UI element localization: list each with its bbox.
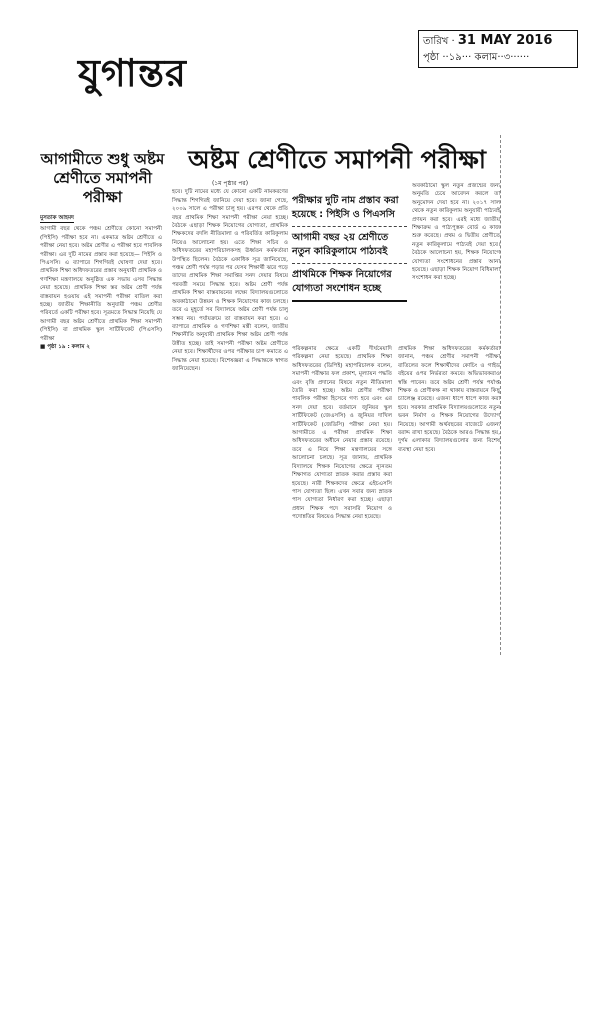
column-text: হবে। দুটি নামের মধ্যে যে কোনো একটি নামকরণের সিদ্ধান্ত শিগগিরই জানিয়ে দেয়া হবে। জানা গেছে, ২০০৯ সালে এ পরীক্ষা চালু হয়। এরপর থেকে প্রতি বছর প্রাথমিক শিক্ষা সমাপনী পরীক্ষা নেয়া হচ্ছে। বৈঠকে এছাড়া শিক্ষক নিয়োগের যোগ্যতা, প্রাথমিক শিক্ষকদের বদলি নীতিমালা ও পরিবর্তিত কারিকুলাম নিয়েও আলোচনা হয়। এতে শিক্ষা সচিব ও অধিদফতরের মহাপরিচালকসহ ঊর্ধ্বতন কর্মকর্তারা উপস্থিত ছিলেন। বৈঠকে একাধিক সূত্র জানিয়েছে, পঞ্চম শ্রেণী পর্যন্ত পড়ার পর যেসব শিক্ষার্থী ঝরে পড়ে তাদের প্রাথমিক শিক্ষা সমাপ্তির সনদ দেয়ার বিষয়ে পরবর্তী সময়ে সিদ্ধান্ত হবে। অষ্টম শ্রেণী পর্যন্ত প্রাথমিক শিক্ষা বাস্তবায়নের লক্ষ্যে বিদ্যালয়গুলোতে অবকাঠামো উন্নয়ন ও শিক্ষক নিয়োগের কাজ চলছে। তবে এ মুহূর্তে সব বিদ্যালয়ে অষ্টম শ্রেণী পর্যন্ত চালু সম্ভব নয়। পর্যায়ক্রমে তা বাস্তবায়ন করা হবে। এ ব্যাপারে প্রাথমিক ও গণশিক্ষা মন্ত্রী বলেন, জাতীয় শিক্ষানীতি অনুযায়ী প্রাথমিক শিক্ষা অষ্টম শ্রেণী পর্যন্ত উন্নীত হচ্ছে। তাই সমাপনী পরীক্ষা অষ্টম শ্রেণীতে নেয়া হবে। শিক্ষার্থীদের ওপর পরীক্ষার চাপ কমাতে এ সিদ্ধান্ত নেয়া হয়েছে। বিশেষজ্ঞরা এ সিদ্ধান্তকে স্বাগত জানিয়েছেন। xyxy=(172,189,288,372)
subheads-box xyxy=(292,190,407,302)
side-headline: আগামীতে শুধু অষ্টম শ্রেণীতে সমাপনী পরীক্ষা xyxy=(40,150,165,206)
subhead: পরীক্ষার দুটি নাম প্রস্তাব করা হয়েছে : পিইসি ও পিএসসি xyxy=(292,190,407,227)
article-column-3 xyxy=(292,345,392,655)
column-text: পরিকল্পনার ক্ষেত্রে একটি দীর্ঘমেয়াদি পরিকল্পনা নেয়া হয়েছে। প্রাথমিক শিক্ষা অধিদফতরের (ডিপিই) মহাপরিচালক বলেন, সমাপনী পরীক্ষার ফল প্রকাশ, মূল্যায়ন পদ্ধতি এবং বৃত্তি প্রদানের বিষয়ে নতুন নীতিমালা তৈরি করা হচ্ছে। অষ্টম শ্রেণীর পরীক্ষা পাবলিক পরীক্ষা হিসেবে গণ্য হবে এবং এর সনদ দেয়া হবে। বর্তমানে জুনিয়র স্কুল সার্টিফিকেট (জেএসসি) ও জুনিয়র দাখিল সার্টিফিকেট (জেডিসি) পরীক্ষা নেয়া হয়। আগামীতে এ পরীক্ষা প্রাথমিক শিক্ষা অধিদফতরের অধীনে নেয়ার প্রস্তাব রয়েছে। তবে এ নিয়ে শিক্ষা মন্ত্রণালয়ের সঙ্গে আলোচনা চলছে। সূত্র জানায়, প্রাথমিক বিদ্যালয়ে শিক্ষক নিয়োগের ক্ষেত্রে ন্যূনতম শিক্ষাগত যোগ্যতা স্নাতক করার প্রস্তাব করা হয়েছে। নারী শিক্ষকদের ক্ষেত্রে এইচএসসি পাস যোগ্যতা ছিল। এখন সবার জন্য স্নাতক পাস যোগ্যতা নির্ধারণ করা হচ্ছে। এছাড়া প্রধান শিক্ষক পদে সরাসরি নিয়োগ ও পদোন্নতির বিষয়েও সিদ্ধান্ত নেয়া হয়েছে। xyxy=(292,346,392,521)
page-value: ১৯ xyxy=(448,52,462,63)
subhead: আগামী বছর ২য় শ্রেণীতে নতুন কারিকুলামে পাঠ্যবই xyxy=(292,227,407,264)
main-headline: অষ্টম শ্রেণীতে সমাপনী পরীক্ষা xyxy=(187,145,487,174)
page-label: পৃষ্ঠা xyxy=(423,52,440,63)
column-text: অবকাঠামো স্কুল নতুন প্রজন্মের জন্য অনুমতি চেয়ে আবেদন করলে তা অনুমোদন দেয়া হবে না। ২০১৭ সাল থেকে নতুন কারিকুলাম অনুযায়ী পাঠ্যবই প্রণয়ন করা হবে। এরই মধ্যে জাতীয় শিক্ষাক্রম ও পাঠ্যপুস্তক বোর্ড এ কাজ শুরু করেছে। প্রথম ও দ্বিতীয় শ্রেণীতে নতুন কারিকুলামে পাঠ্যবই দেয়া হবে। বৈঠকে আলোচনা হয়, শিক্ষক নিয়োগে যোগ্যতা সংশোধনের প্রস্তাব আনা হয়েছে। এছাড়া শিক্ষক নিয়োগ বিধিমালা সংশোধন করা হচ্ছে। xyxy=(412,183,500,282)
continued-label: (১ম পৃষ্ঠার পর) xyxy=(211,180,249,187)
jump-reference: ■ পৃষ্ঠা ১৯ : কলাম ২ xyxy=(40,344,91,351)
article-column-1 xyxy=(172,180,288,655)
subhead: প্রাথমিকে শিক্ষক নিয়োগের যোগ্যতা সংশোধন হচ্ছে xyxy=(292,264,407,302)
side-story-column xyxy=(40,214,162,474)
byline: মুসতাক আহমদ xyxy=(40,214,74,223)
column-value: ৩ xyxy=(503,52,511,63)
article-column-2 xyxy=(412,182,500,342)
column-text: প্রাথমিক শিক্ষা অধিদফতরের কর্মকর্তারা জানান, পঞ্চম শ্রেণীর সমাপনী পরীক্ষা বাতিলের ফলে শিক্ষার্থীদের কোচিং ও গাইড বইয়ের ওপর নির্ভরতা কমবে। অভিভাবকরাও স্বস্তি পাবেন। তবে অষ্টম শ্রেণী পর্যন্ত পর্যাপ্ত শিক্ষক ও শ্রেণীকক্ষ না থাকায় বাস্তবায়নে কিছু চ্যালেঞ্জ রয়েছে। এজন্য ধাপে ধাপে কাজ করা হবে। সরকার প্রাথমিক বিদ্যালয়গুলোতে নতুন ভবন নির্মাণ ও শিক্ষক নিয়োগের উদ্যোগ নিয়েছে। আগামী অর্থবছরের বাজেটে এজন্য বরাদ্দ রাখা হয়েছে। বৈঠকে আরও সিদ্ধান্ত হয়, দুর্গম এলাকার বিদ্যালয়গুলোর জন্য বিশেষ ব্যবস্থা নেয়া হবে। xyxy=(398,346,500,453)
clipping-stamp: তারিখ · 31 MAY 2016 পৃষ্ঠা ··১৯··· কলাম··৩······ xyxy=(418,30,578,68)
date-value: 31 MAY 2016 xyxy=(457,33,553,48)
column-divider xyxy=(500,135,501,655)
side-story-body: আগামী বছর থেকে পঞ্চম শ্রেণীতে কোনো সমাপনী (পিইসি) পরীক্ষা হবে না। একমাত্র অষ্টম শ্রেণীতে এ পরীক্ষা নেয়া হবে। অষ্টম শ্রেণীর এ পরীক্ষা হবে পাবলিক পরীক্ষা। এর দুটি নামের প্রস্তাব করা হয়েছে— পিইসি ও পিএসসি। এ ব্যাপারে শিগগিরই ঘোষণা দেয়া হবে। প্রাথমিক শিক্ষা অধিদফতরের প্রস্তাব অনুযায়ী প্রাথমিক ও গণশিক্ষা মন্ত্রণালয়ে অনুষ্ঠিত এক সভায় এসব সিদ্ধান্ত নেয়া হয়েছে। প্রাথমিক শিক্ষা স্তর অষ্টম শ্রেণী পর্যন্ত বাস্তবায়ন হওয়ায় এই সমাপনী পরীক্ষা বাতিল করা হচ্ছে। জাতীয় শিক্ষানীতি অনুযায়ী পঞ্চম শ্রেণীর পরিবর্তে একটি পরীক্ষা হবে। সূত্রমতে সিদ্ধান্ত নিয়েছি যে আগামী বছর অষ্টম শ্রেণীতে প্রাথমিক শিক্ষা সমাপনী (পিইসি) বা প্রাথমিক স্কুল সার্টিফিকেট (পিএসসি) পরীক্ষা xyxy=(40,226,162,342)
date-label: তারিখ xyxy=(423,36,449,47)
newspaper-masthead: যুগান্তর xyxy=(78,51,187,95)
column-label: কলাম xyxy=(474,52,498,63)
article-column-4 xyxy=(398,345,500,655)
